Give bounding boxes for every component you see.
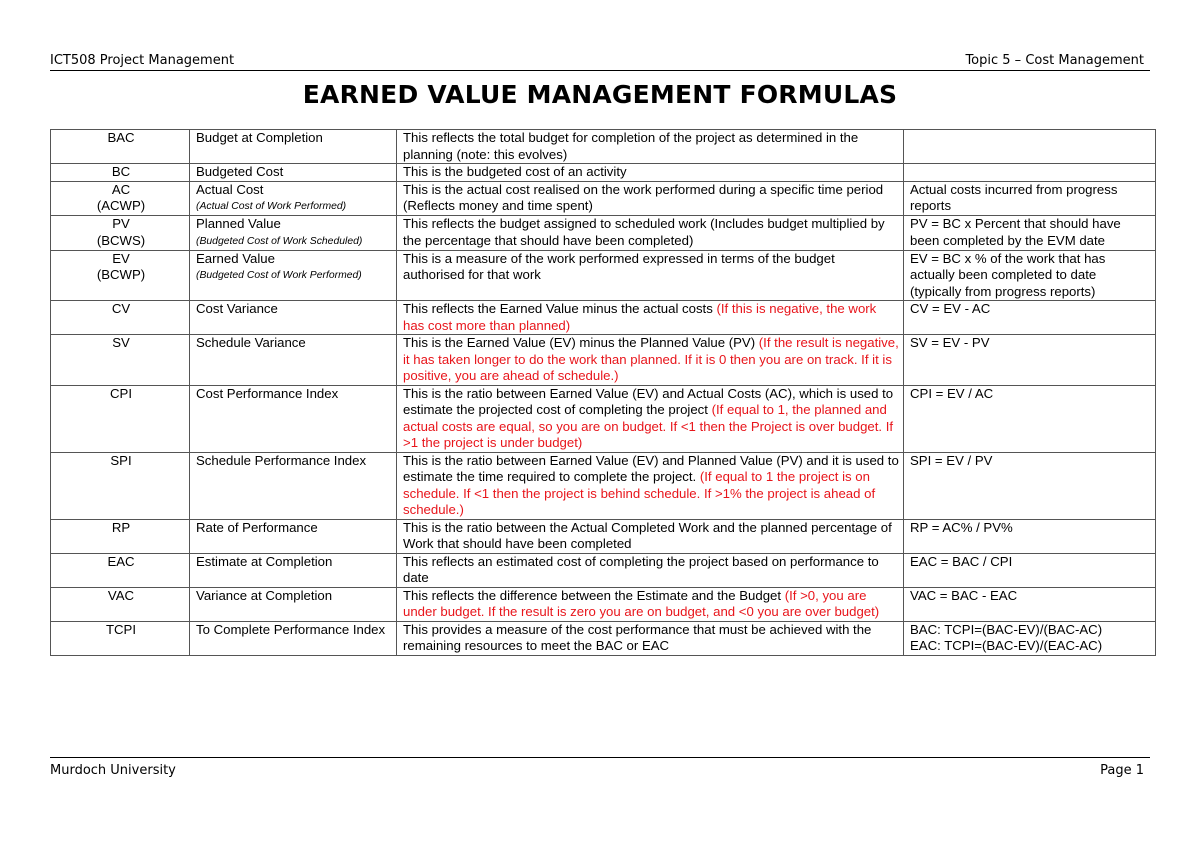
term-name: Actual Cost [196,181,264,197]
description-text: This reflects the budget assigned to scheduled work (Includes budget multiplied by the percentage that should have been completed) [403,216,885,248]
abbreviation-cell [51,301,190,335]
term-cell [190,130,397,164]
abbreviation-cell [51,164,190,182]
table-body [51,130,1156,656]
abbreviation-text: RP [111,519,131,535]
header-course: ICT508 Project Management [50,53,235,68]
page-footer [50,757,1150,782]
abbreviation-cell [51,216,190,251]
description-text: This is the actual cost realised on the work performed during a specific time period (Reflects money and time spent) [403,181,884,213]
description-cell [397,130,904,164]
abbreviation-cell [51,452,190,519]
description-note: (If this is negative, the work has cost more than planned) [403,301,877,333]
abbreviation-text: BAC [107,130,135,145]
formula-text: EAC: TCPI=(BAC-EV)/(EAC-AC) [910,638,1103,653]
description-text: This is the ratio between the Actual Completed Work and the planned percentage of Work that should have been completed [403,519,892,551]
formula-text: VAC = BAC - EAC [910,587,1018,603]
page-title: EARNED VALUE MANAGEMENT FORMULAS [302,80,898,109]
formula-cell [904,553,1156,587]
abbreviation-text: (ACWP) [96,198,146,213]
table-row [51,385,1156,452]
abbreviation-text: TCPI [105,621,137,637]
description-text: This is the Earned Value (EV) minus the Planned Value (PV) [403,335,759,350]
table-row [51,130,1156,164]
page-header [50,52,1150,71]
description-cell [397,385,904,452]
abbreviation-text: SV [112,335,130,350]
formula-text: PV = BC x Percent that should have been completed by the EVM date [910,216,1121,248]
term-cell [190,216,397,251]
formula-cell [904,621,1156,655]
description-text: This is a measure of the work performed expressed in terms of the budget authorised for that work [403,250,835,282]
formula-cell [904,164,1156,182]
term-name: Estimate at Completion [196,553,333,569]
description-cell [397,587,904,621]
header-topic: Topic 5 – Cost Management [965,53,1144,68]
evm-formulas-table [50,129,1156,656]
description-text: This is the ratio between Earned Value (EV) and Planned Value (PV) and it is used to estimate the time required to complete the project. [403,452,899,484]
table-row [51,250,1156,301]
abbreviation-text: (BCWP) [96,267,146,282]
term-name: Rate of Performance [196,519,318,535]
abbreviation-text: AC [111,181,131,197]
formula-cell [904,335,1156,386]
description-note: (If >0, you are under budget. If the result is zero you are on budget, and <0 you are over budget) [403,587,880,619]
abbreviation-cell [51,335,190,386]
term-expansion: (Budgeted Cost of Work Performed) [196,270,362,281]
description-cell [397,519,904,553]
term-expansion: (Actual Cost of Work Performed) [196,201,347,212]
abbreviation-cell [51,385,190,452]
abbreviation-cell [51,181,190,216]
formula-cell [904,385,1156,452]
term-cell [190,181,397,216]
description-text: This reflects the total budget for completion of the project as determined in the planning (note: this evolves) [403,130,859,162]
formula-text: SV = EV - PV [910,335,990,350]
abbreviation-cell [51,519,190,553]
formula-cell [904,301,1156,335]
abbreviation-text: CPI [110,385,132,401]
description-text: This is the budgeted cost of an activity [403,164,627,179]
abbreviation-cell [51,250,190,301]
term-name: Earned Value [196,250,275,266]
formula-cell [904,181,1156,216]
term-cell [190,301,397,335]
description-cell [397,335,904,386]
table-row [51,452,1156,519]
term-name: Variance at Completion [196,587,333,603]
term-cell [190,587,397,621]
description-text: This reflects an estimated cost of completing the project based on performance to date [403,553,879,585]
term-cell [190,335,397,386]
description-cell [397,452,904,519]
term-cell [190,164,397,182]
table-row [51,621,1156,655]
table-row [51,164,1156,182]
abbreviation-text: CV [111,301,131,316]
term-name: Schedule Performance Index [196,452,367,468]
table-row [51,553,1156,587]
description-note: (If the result is negative, it has taken longer to do the work than planned. If it is 0 then you are on track. If it is positive, you are ahead of schedule.) [403,335,899,383]
term-name: Cost Variance [196,301,278,316]
formula-text: BAC: TCPI=(BAC-EV)/(BAC-AC) [910,621,1103,637]
abbreviation-text: SPI [110,452,132,468]
table-row [51,587,1156,621]
term-cell [190,452,397,519]
table-row [51,216,1156,251]
term-name: To Complete Performance Index [196,621,386,637]
table-row [51,335,1156,386]
abbreviation-text: PV [112,216,130,231]
formula-cell [904,216,1156,251]
abbreviation-text: EV [112,250,130,266]
table-row [51,301,1156,335]
formula-text: CV = EV - AC [910,301,991,316]
formula-text: EV = BC x % of the work that has actually been completed to date (typically from progress reports) [910,250,1106,299]
abbreviation-text: (BCWS) [96,232,146,248]
abbreviation-cell [51,587,190,621]
formula-cell [904,452,1156,519]
description-cell [397,250,904,301]
table-row [51,519,1156,553]
formula-cell [904,130,1156,164]
term-name: Schedule Variance [196,335,306,350]
term-cell [190,519,397,553]
formula-cell [904,250,1156,301]
description-text: This provides a measure of the cost performance that must be achieved with the remaining resources to meet the BAC or EAC [403,621,872,653]
abbreviation-cell [51,553,190,587]
term-name: Planned Value [196,216,281,231]
abbreviation-text: BC [111,164,131,179]
description-cell [397,553,904,587]
term-cell [190,385,397,452]
term-cell [190,553,397,587]
formula-text: SPI = EV / PV [910,452,993,468]
description-text: This reflects the difference between the Estimate and the Budget [403,587,785,603]
description-cell [397,301,904,335]
term-name: Cost Performance Index [196,385,339,401]
term-cell [190,621,397,655]
description-cell [397,216,904,251]
table-row [51,181,1156,216]
abbreviation-cell [51,130,190,164]
formula-text: RP = AC% / PV% [910,519,1013,535]
term-cell [190,250,397,301]
abbreviation-cell [51,621,190,655]
description-cell [397,621,904,655]
term-name: Budget at Completion [196,130,323,145]
term-expansion: (Budgeted Cost of Work Scheduled) [196,235,363,247]
formula-text: Actual costs incurred from progress reports [910,181,1118,213]
footer-page-number: Page 1 [1100,763,1144,778]
formula-cell [904,587,1156,621]
description-text: This is the ratio between Earned Value (EV) and Actual Costs (AC), which is used to estimate the projected cost of completing the project [403,385,894,417]
description-cell [397,181,904,216]
footer-institution: Murdoch University [50,763,176,778]
formula-text: EAC = BAC / CPI [910,553,1013,569]
description-note: (If equal to 1 the project is on schedule. If <1 then the project is behind schedule. If >1% the project is ahead of schedule.) [403,469,876,517]
description-cell [397,164,904,182]
formula-text: CPI = EV / AC [910,385,994,401]
abbreviation-text: VAC [107,587,135,603]
term-name: Budgeted Cost [196,164,284,179]
abbreviation-text: EAC [107,553,135,569]
formula-cell [904,519,1156,553]
description-text: This reflects the Earned Value minus the actual costs [403,301,717,316]
description-note: (If equal to 1, the planned and actual costs are equal, so you are on budget. If <1 then the Project is over budget. If >1 the project is under budget) [403,402,894,450]
